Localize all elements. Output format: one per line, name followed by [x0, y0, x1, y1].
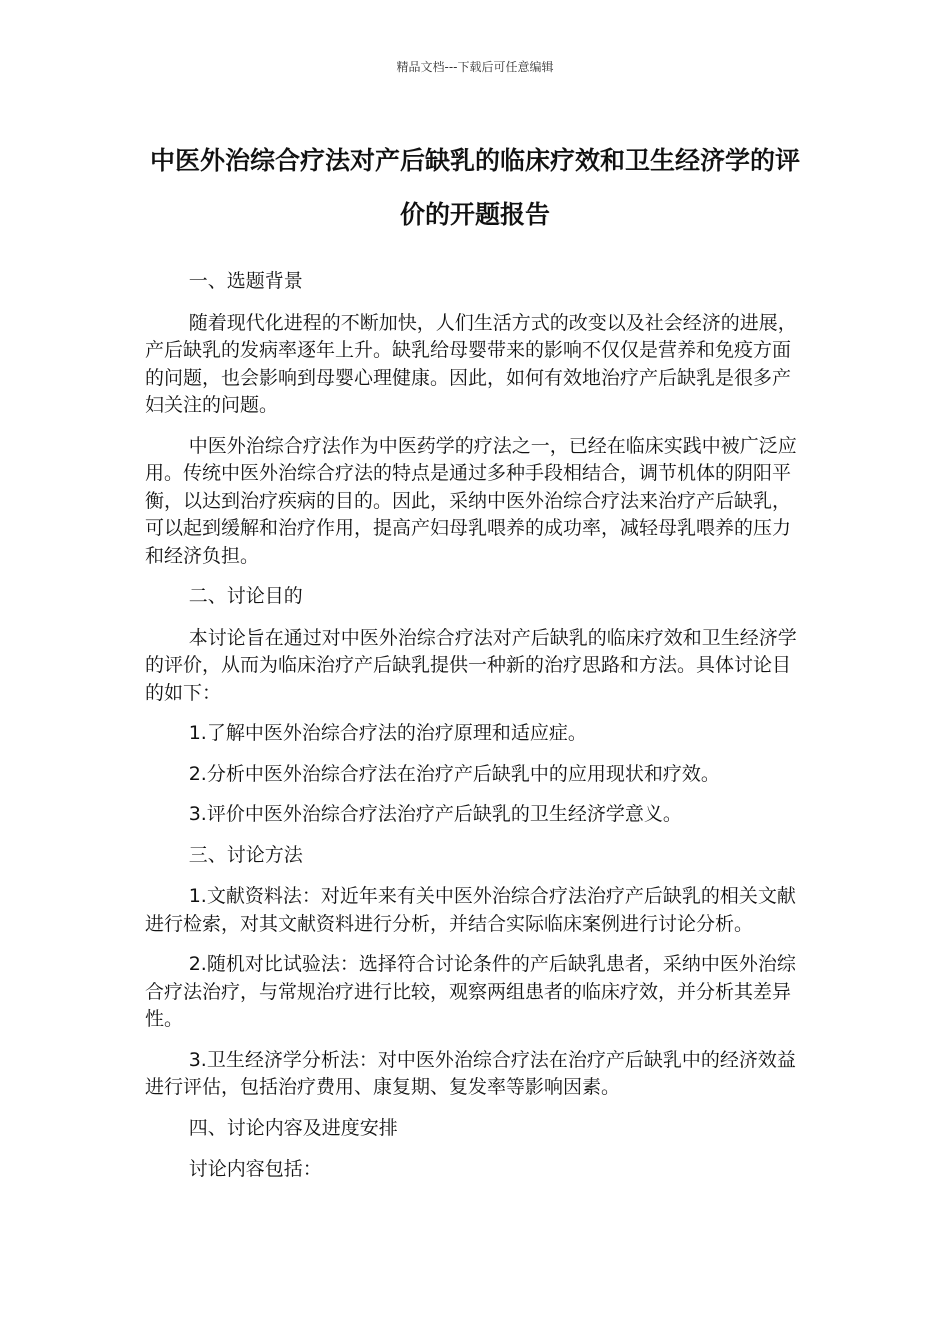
- list-item: 1.了解中医外治综合疗法的治疗原理和适应症。: [188, 722, 587, 744]
- paragraph: 中医外治综合疗法作为中医药学的疗法之一，已经在临床实践中被广泛应用。传统中医外治综合疗法的特点是通过多种手段相结合，调节机体的阴阳平衡，以达到治疗疾病的目的。因此，采纳中医外治综合疗法来治疗产后缺乳，可以起到缓解和治疗作用，提高产妇母乳喂养的成功率，减轻母乳喂养的压力和经济负担。: [145, 434, 797, 567]
- list-item: 2.分析中医外治综合疗法在治疗产后缺乳中的应用现状和疗效。: [188, 762, 720, 785]
- page-header: 精品文档---下载后可任意编辑: [396, 60, 554, 74]
- paragraph: 讨论内容包括：: [188, 1158, 322, 1180]
- section-heading: 二、讨论目的: [188, 585, 303, 607]
- document-title: 中医外治综合疗法对产后缺乳的临床疗效和卫生经济学的评价的开题报告: [149, 146, 800, 229]
- paragraph: 随着现代化进程的不断加快，人们生活方式的改变以及社会经济的进展，产后缺乳的发病率逐年上升。缺乳给母婴带来的影响不仅仅是营养和免疫方面的问题，也会影响到母婴心理健康。因此，如何有效地治疗产后缺乳是很多产妇关注的问题。: [145, 311, 797, 416]
- paragraph: 本讨论旨在通过对中医外治综合疗法对产后缺乳的临床疗效和卫生经济学的评价，从而为临床治疗产后缺乳提供一种新的治疗思路和方法。具体讨论目的如下：: [145, 626, 797, 704]
- section-heading: 一、选题背景: [188, 270, 303, 292]
- document-body: [145, 268, 800, 1197]
- section-heading: 四、讨论内容及进度安排: [188, 1116, 398, 1139]
- paragraph: 3.卫生经济学分析法：对中医外治综合疗法在治疗产后缺乳中的经济效益进行评估，包括治疗费用、康复期、复发率等影响因素。: [145, 1048, 796, 1098]
- paragraph: 1.文献资料法：对近年来有关中医外治综合疗法治疗产后缺乳的相关文献进行检索，对其文献资料进行分析，并结合实际临床案例进行讨论分析。: [145, 885, 796, 935]
- paragraph: 2.随机对比试验法：选择符合讨论条件的产后缺乳患者，采纳中医外治综合疗法治疗，与常规治疗进行比较，观察两组患者的临床疗效，并分析其差异性。: [145, 953, 796, 1030]
- section-heading: 三、讨论方法: [188, 843, 303, 866]
- list-item: 3.评价中医外治综合疗法治疗产后缺乳的卫生经济学意义。: [188, 803, 682, 825]
